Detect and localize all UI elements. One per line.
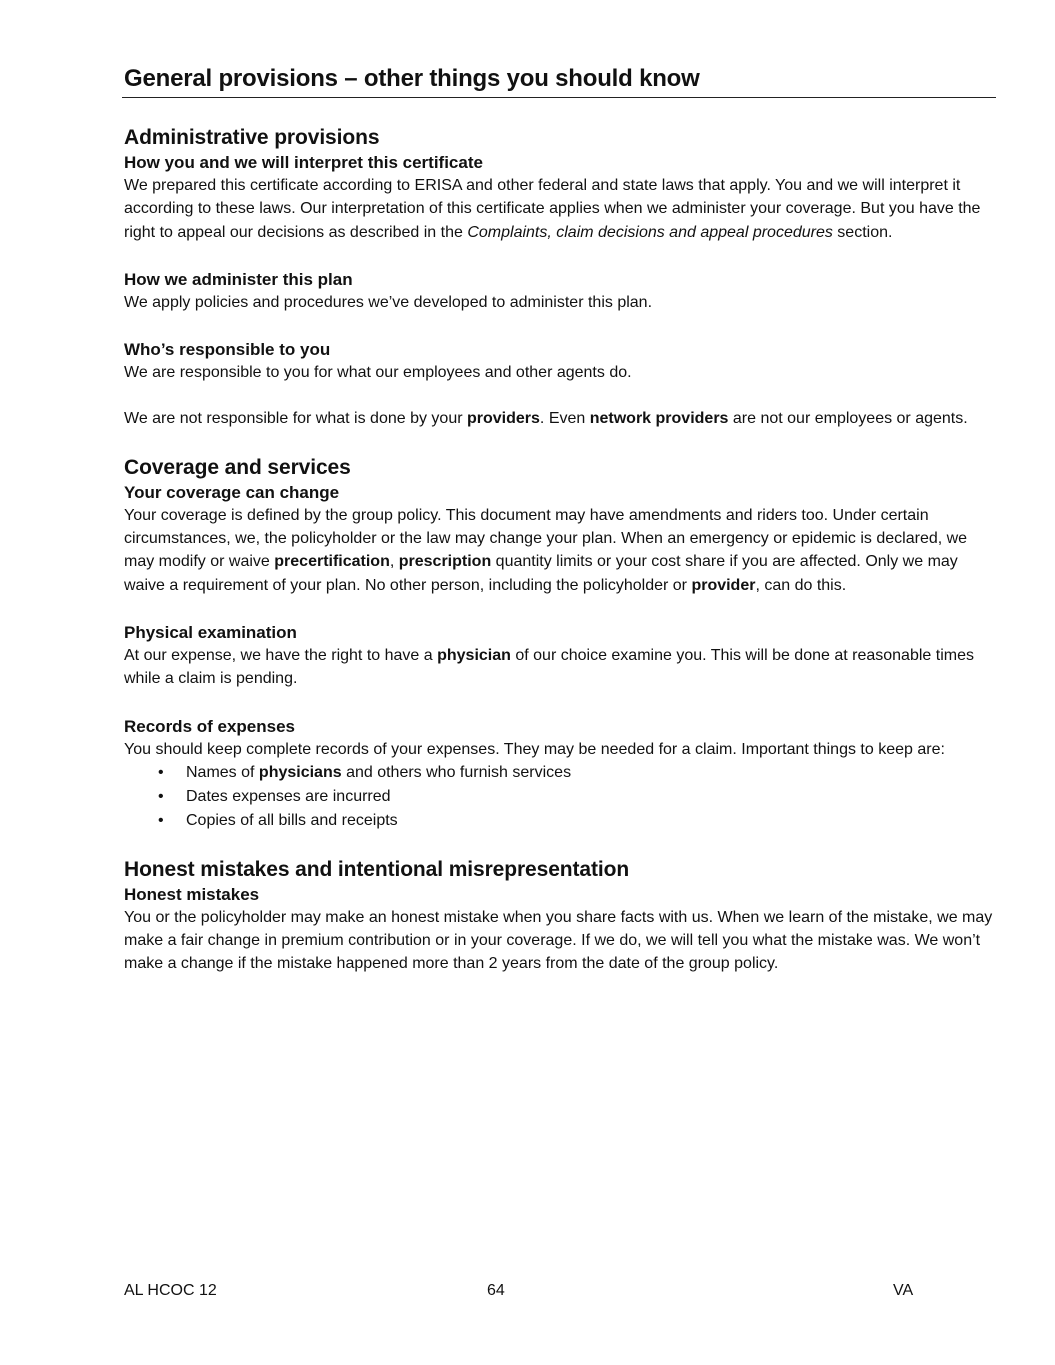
subsection-administer-plan xyxy=(124,268,996,314)
italic-reference: Complaints, claim decisions and appeal procedures xyxy=(467,223,833,241)
subsection-heading: How you and we will interpret this certificate xyxy=(124,153,483,172)
bullet-icon: • xyxy=(158,763,164,781)
section-honest-mistakes xyxy=(124,856,996,976)
subsection-whos-responsible xyxy=(124,338,996,431)
paragraph: Your coverage is defined by the group policy. This document may have amendments and riders too. Under certain circumstances, we, the policyholder or the law may change your plan. When an emergency or epidemic is declared, we may modify or waive precertification, prescription quantity limits or your cost share if you are affected. Only we may waive a requirement of your plan. No other person, including the policyholder or provider, can do this. xyxy=(124,506,968,594)
subsection-coverage-can-change xyxy=(124,481,996,597)
section-coverage-and-services xyxy=(124,454,996,833)
subsection-heading: How we administer this plan xyxy=(124,269,353,289)
paragraph: You should keep complete records of your expenses. They may be needed for a claim. Important things to keep are: xyxy=(124,740,945,758)
footer-page-number: 64 xyxy=(487,1282,505,1299)
paragraph: We prepared this certificate according to ERISA and other federal and state laws that apply. You and we will interpret it according to these laws. Our interpretation of this certificate applies when we administer your coverage. But you have the right to appeal our decisions as described in the Complaints, claim decisions and appeal procedures section. xyxy=(124,177,981,241)
list-item: • Copies of all bills and receipts xyxy=(124,809,996,833)
bullet-icon: • xyxy=(158,787,164,805)
section-heading: Coverage and services xyxy=(124,455,351,479)
title-underline xyxy=(122,97,996,98)
footer-form-number: AL HCOC 12 xyxy=(124,1282,217,1299)
section-heading: Administrative provisions xyxy=(124,126,380,149)
section-heading: Honest mistakes and intentional misrepresentation xyxy=(124,857,630,881)
defined-term: providers xyxy=(467,410,540,428)
section-administrative-provisions xyxy=(124,124,996,431)
defined-term: precertification xyxy=(274,553,390,571)
paragraph: At our expense, we have the right to have a physician of our choice examine you. This will be done at reasonable times while a claim is pending. xyxy=(124,646,974,688)
subsection-honest-mistakes xyxy=(124,883,996,976)
subsection-interpret-certificate xyxy=(124,151,996,244)
subsection-heading: Who’s responsible to you xyxy=(124,340,331,360)
paragraph: You or the policyholder may make an honest mistake when you share facts with us. When we learn of the mistake, we may make a fair change in premium contribution or in your coverage. If we do, we will tell you what the mistake was. We won’t make a change if the mistake happened more than 2 years from the date of the group policy. xyxy=(124,908,993,973)
document-body xyxy=(124,124,996,976)
subsection-heading: Records of expenses xyxy=(124,716,296,736)
bullet-list xyxy=(124,761,996,833)
subsection-records-of-expenses xyxy=(124,715,996,833)
paragraph: We are responsible to you for what our employees and other agents do. xyxy=(124,364,632,382)
defined-term: provider xyxy=(691,576,756,594)
paragraph: We are not responsible for what is done by your providers. Even network providers are not our employees or agents. xyxy=(124,410,968,428)
defined-term: prescription xyxy=(398,553,492,571)
defined-term: physicians xyxy=(258,763,342,781)
paragraph: We apply policies and procedures we’ve developed to administer this plan. xyxy=(124,293,653,311)
subsection-physical-examination xyxy=(124,621,996,691)
bullet-icon: • xyxy=(158,811,164,829)
defined-term: network providers xyxy=(589,410,729,428)
list-item: • Dates expenses are incurred xyxy=(124,785,996,809)
list-item: • Names of physicians and others who furnish services xyxy=(124,761,996,785)
subsection-heading: Honest mistakes xyxy=(124,884,260,904)
page-title: General provisions – other things you should know xyxy=(124,65,700,92)
subsection-heading: Your coverage can change xyxy=(124,482,340,502)
defined-term: physician xyxy=(437,646,511,664)
subsection-heading: Physical examination xyxy=(124,622,297,642)
footer-state-code: VA xyxy=(893,1282,914,1299)
